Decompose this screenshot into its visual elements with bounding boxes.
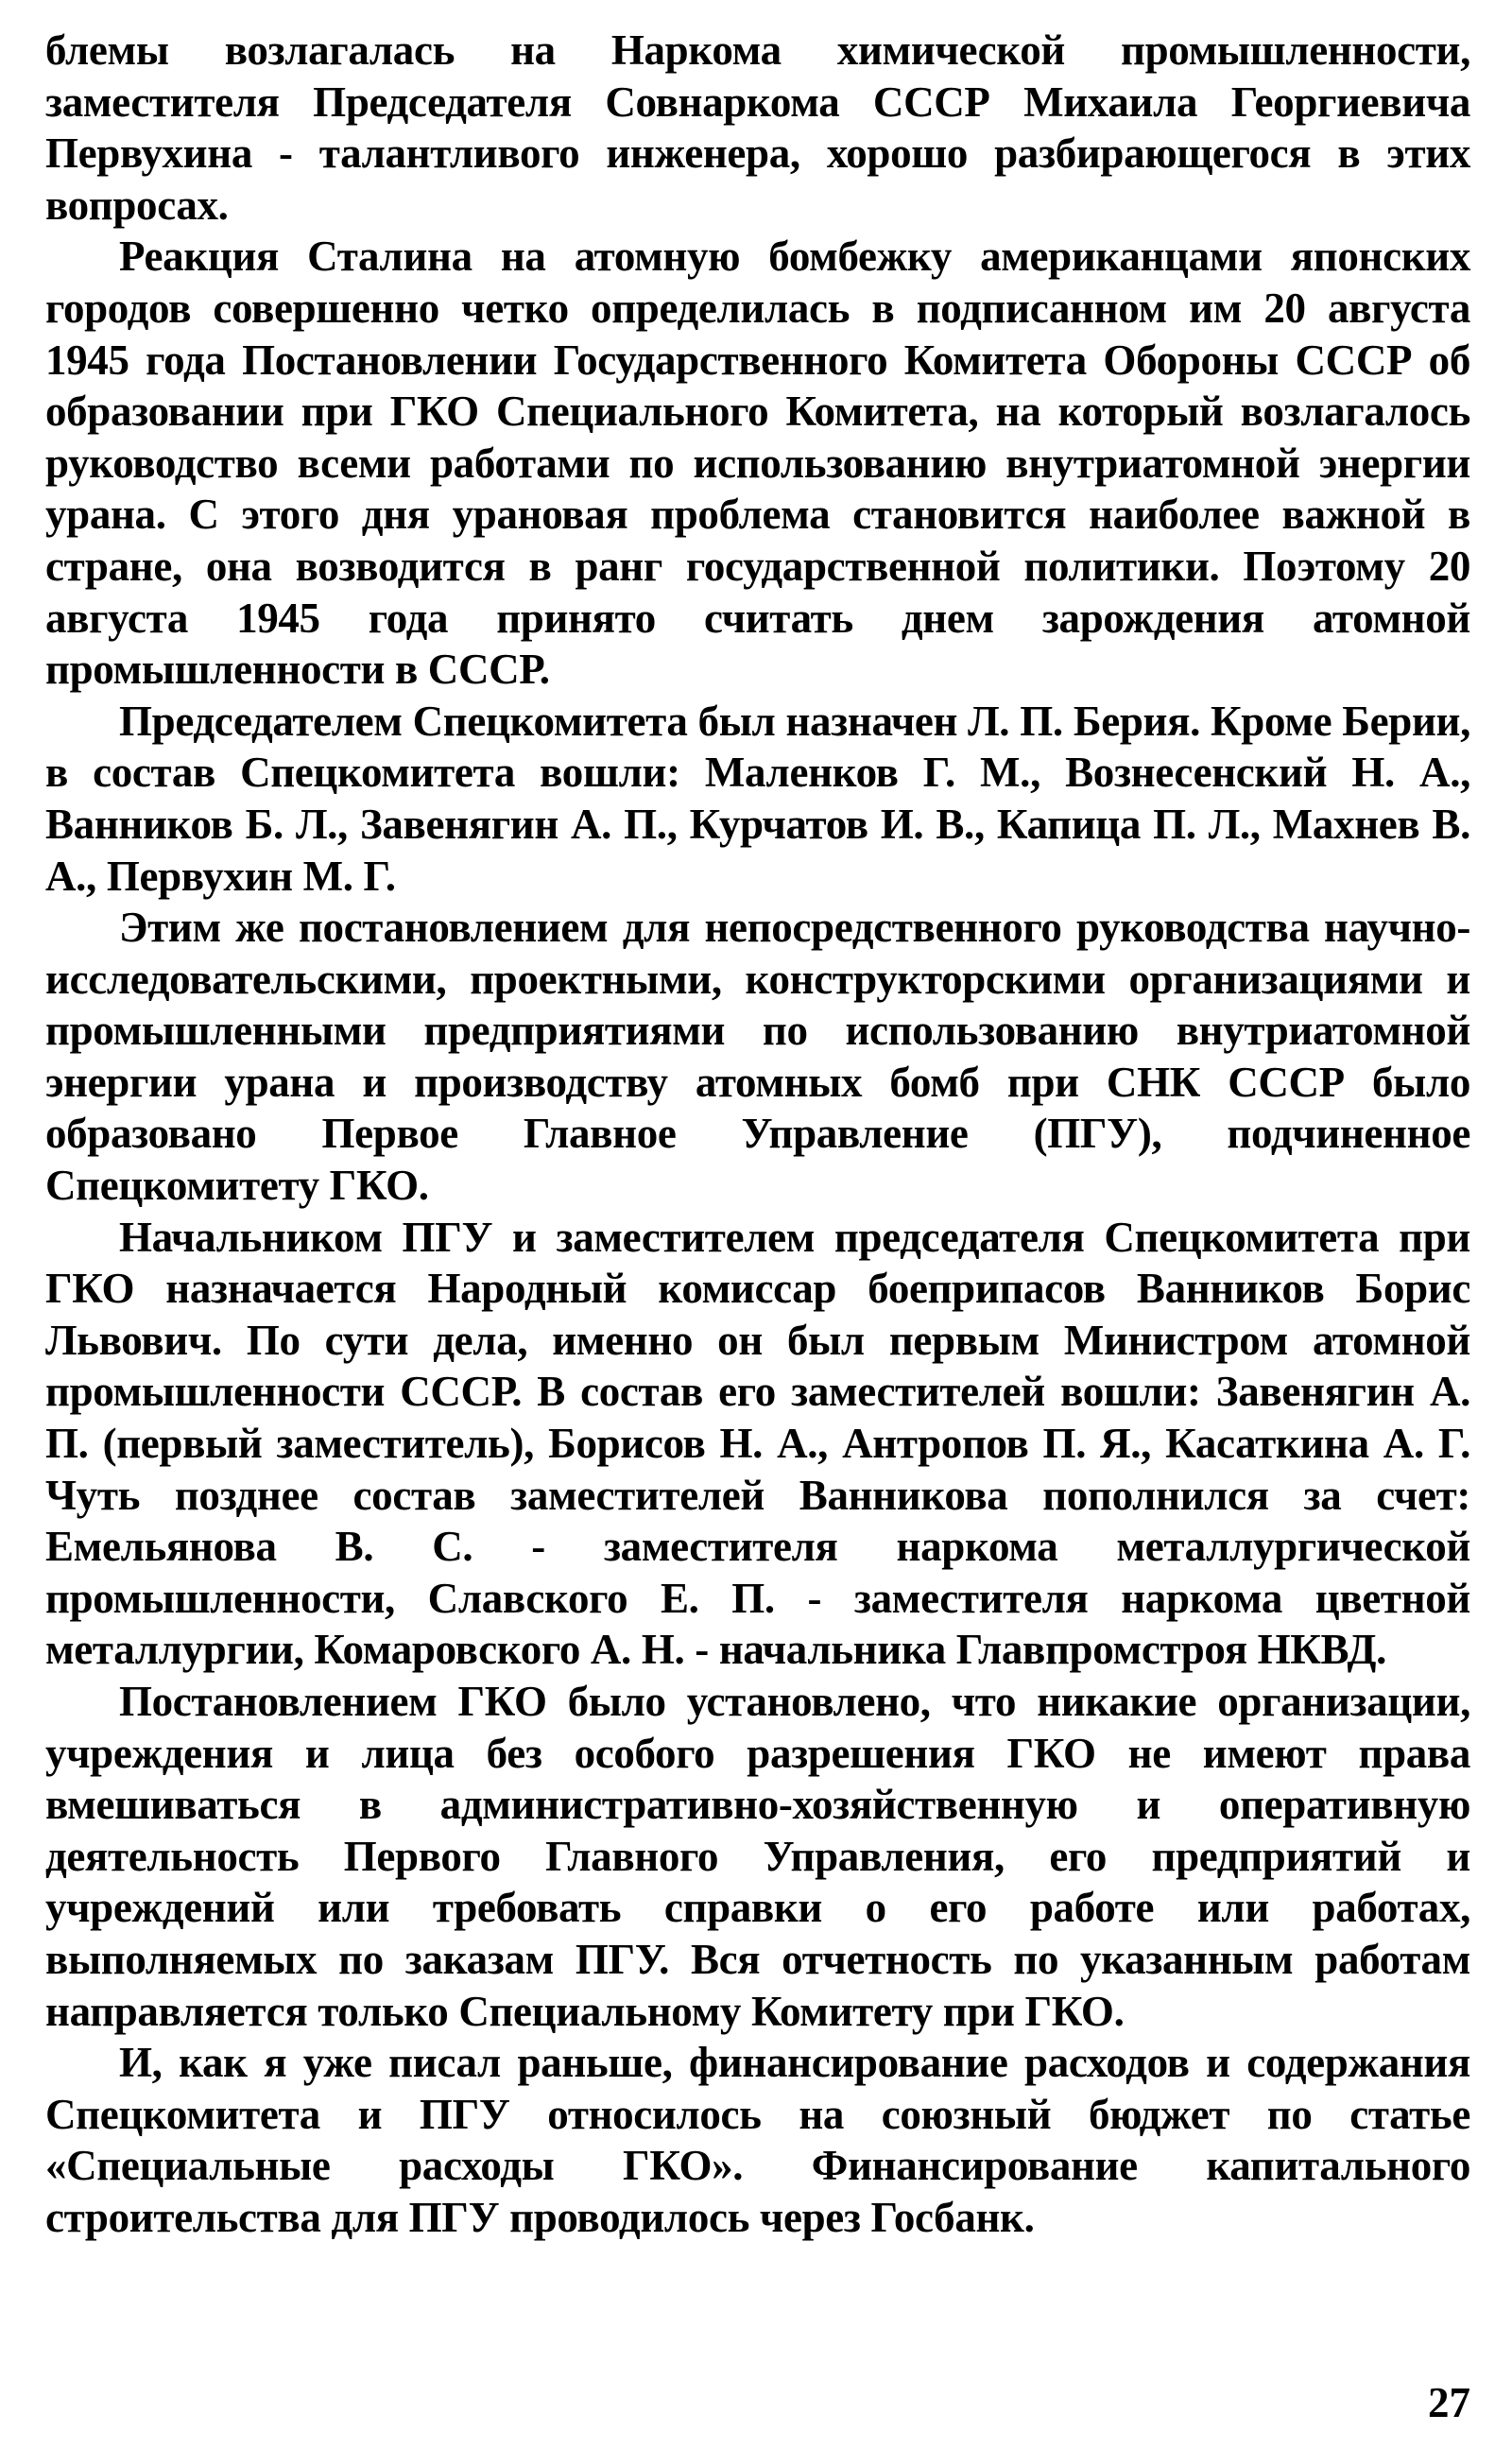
paragraph-pgu-formation: Этим же постановлением для непосредственного руководства научно-исследовательскими, проектными, конструкторскими организациями и промышленными предприятиями по использованию внутриатомной энергии урана и производству атомных бомб при СНК СССР было образовано Первое Главное Управление (ПГУ), подчиненное Спецкомитету ГКО. bbox=[45, 904, 1470, 1210]
paragraph-pgu-head: Начальником ПГУ и заместителем председателя Спецкомитета при ГКО назначается Народный комиссар боеприпасов Ванников Борис Львович. По сути дела, именно он был первым Министром атомной промышленности СССР. В состав его заместителей вошли: Завенягин А. П. (первый заместитель), Борисов Н. А., Антропов П. Я., Касаткина А. Г. Чуть позднее состав заместителей Ванникова пополнился за счет: Емельянова В. С. - заместителя наркома металлургической промышленности, Славского Е. П. - заместителя наркома цветной металлургии, Комаровского А. Н. - начальника Главпромстроя НКВД. bbox=[45, 1213, 1470, 1674]
paragraph-financing: И, как я уже писал раньше, финансирование расходов и содержания Спецкомитета и ПГУ относилось на союзный бюджет по статье «Специальные расходы ГКО». Финансирование капитального строительства для ПГУ проводилось через Госбанк. bbox=[45, 2039, 1470, 2241]
paragraph-gko-restrictions: Постановлением ГКО было установлено, что никакие организации, учреждения и лица без особого разрешения ГКО не имеют права вмешиваться в административно-хозяйственную и оперативную деятельность Первого Главного Управления, его предприятий и учреждений или требовать справки о его работе или работах, выполняемых по заказам ПГУ. Вся отчетность по указанным работам направляется только Специальному Комитету при ГКО. bbox=[45, 1678, 1470, 2035]
paragraph-special-committee-members: Председателем Спецкомитета был назначен Л. П. Берия. Кроме Берии, в состав Спецкомитета вошли: Маленков Г. М., Вознесенский Н. А., Ванников Б. Л., Завенягин А. П., Курчатов И. В., Капица П. Л., Махнев В. А., Первухин М. Г. bbox=[45, 697, 1470, 900]
paragraph-continuation: блемы возлагалась на Наркома химической промышленности, заместителя Председателя Совнаркома СССР Михаила Георгиевича Первухина - талантливого инженера, хорошо разбирающегося в этих вопросах. bbox=[45, 26, 1470, 229]
page-number: 27 bbox=[1428, 2379, 1470, 2426]
body-text bbox=[45, 25, 1470, 2244]
paragraph-stalin-reaction: Реакция Сталина на атомную бомбежку американцами японских городов совершенно четко определилась в подписанном им 20 августа 1945 года Постановлении Государственного Комитета Обороны СССР об образовании при ГКО Специального Комитета, на который возлагалось руководство всеми работами по использованию внутриатомной энергии урана. С этого дня урановая проблема становится наиболее важной в стране, она возводится в ранг государственной политики. Поэтому 20 августа 1945 года принято считать днем зарождения атомной промышленности в СССР. bbox=[45, 233, 1470, 694]
